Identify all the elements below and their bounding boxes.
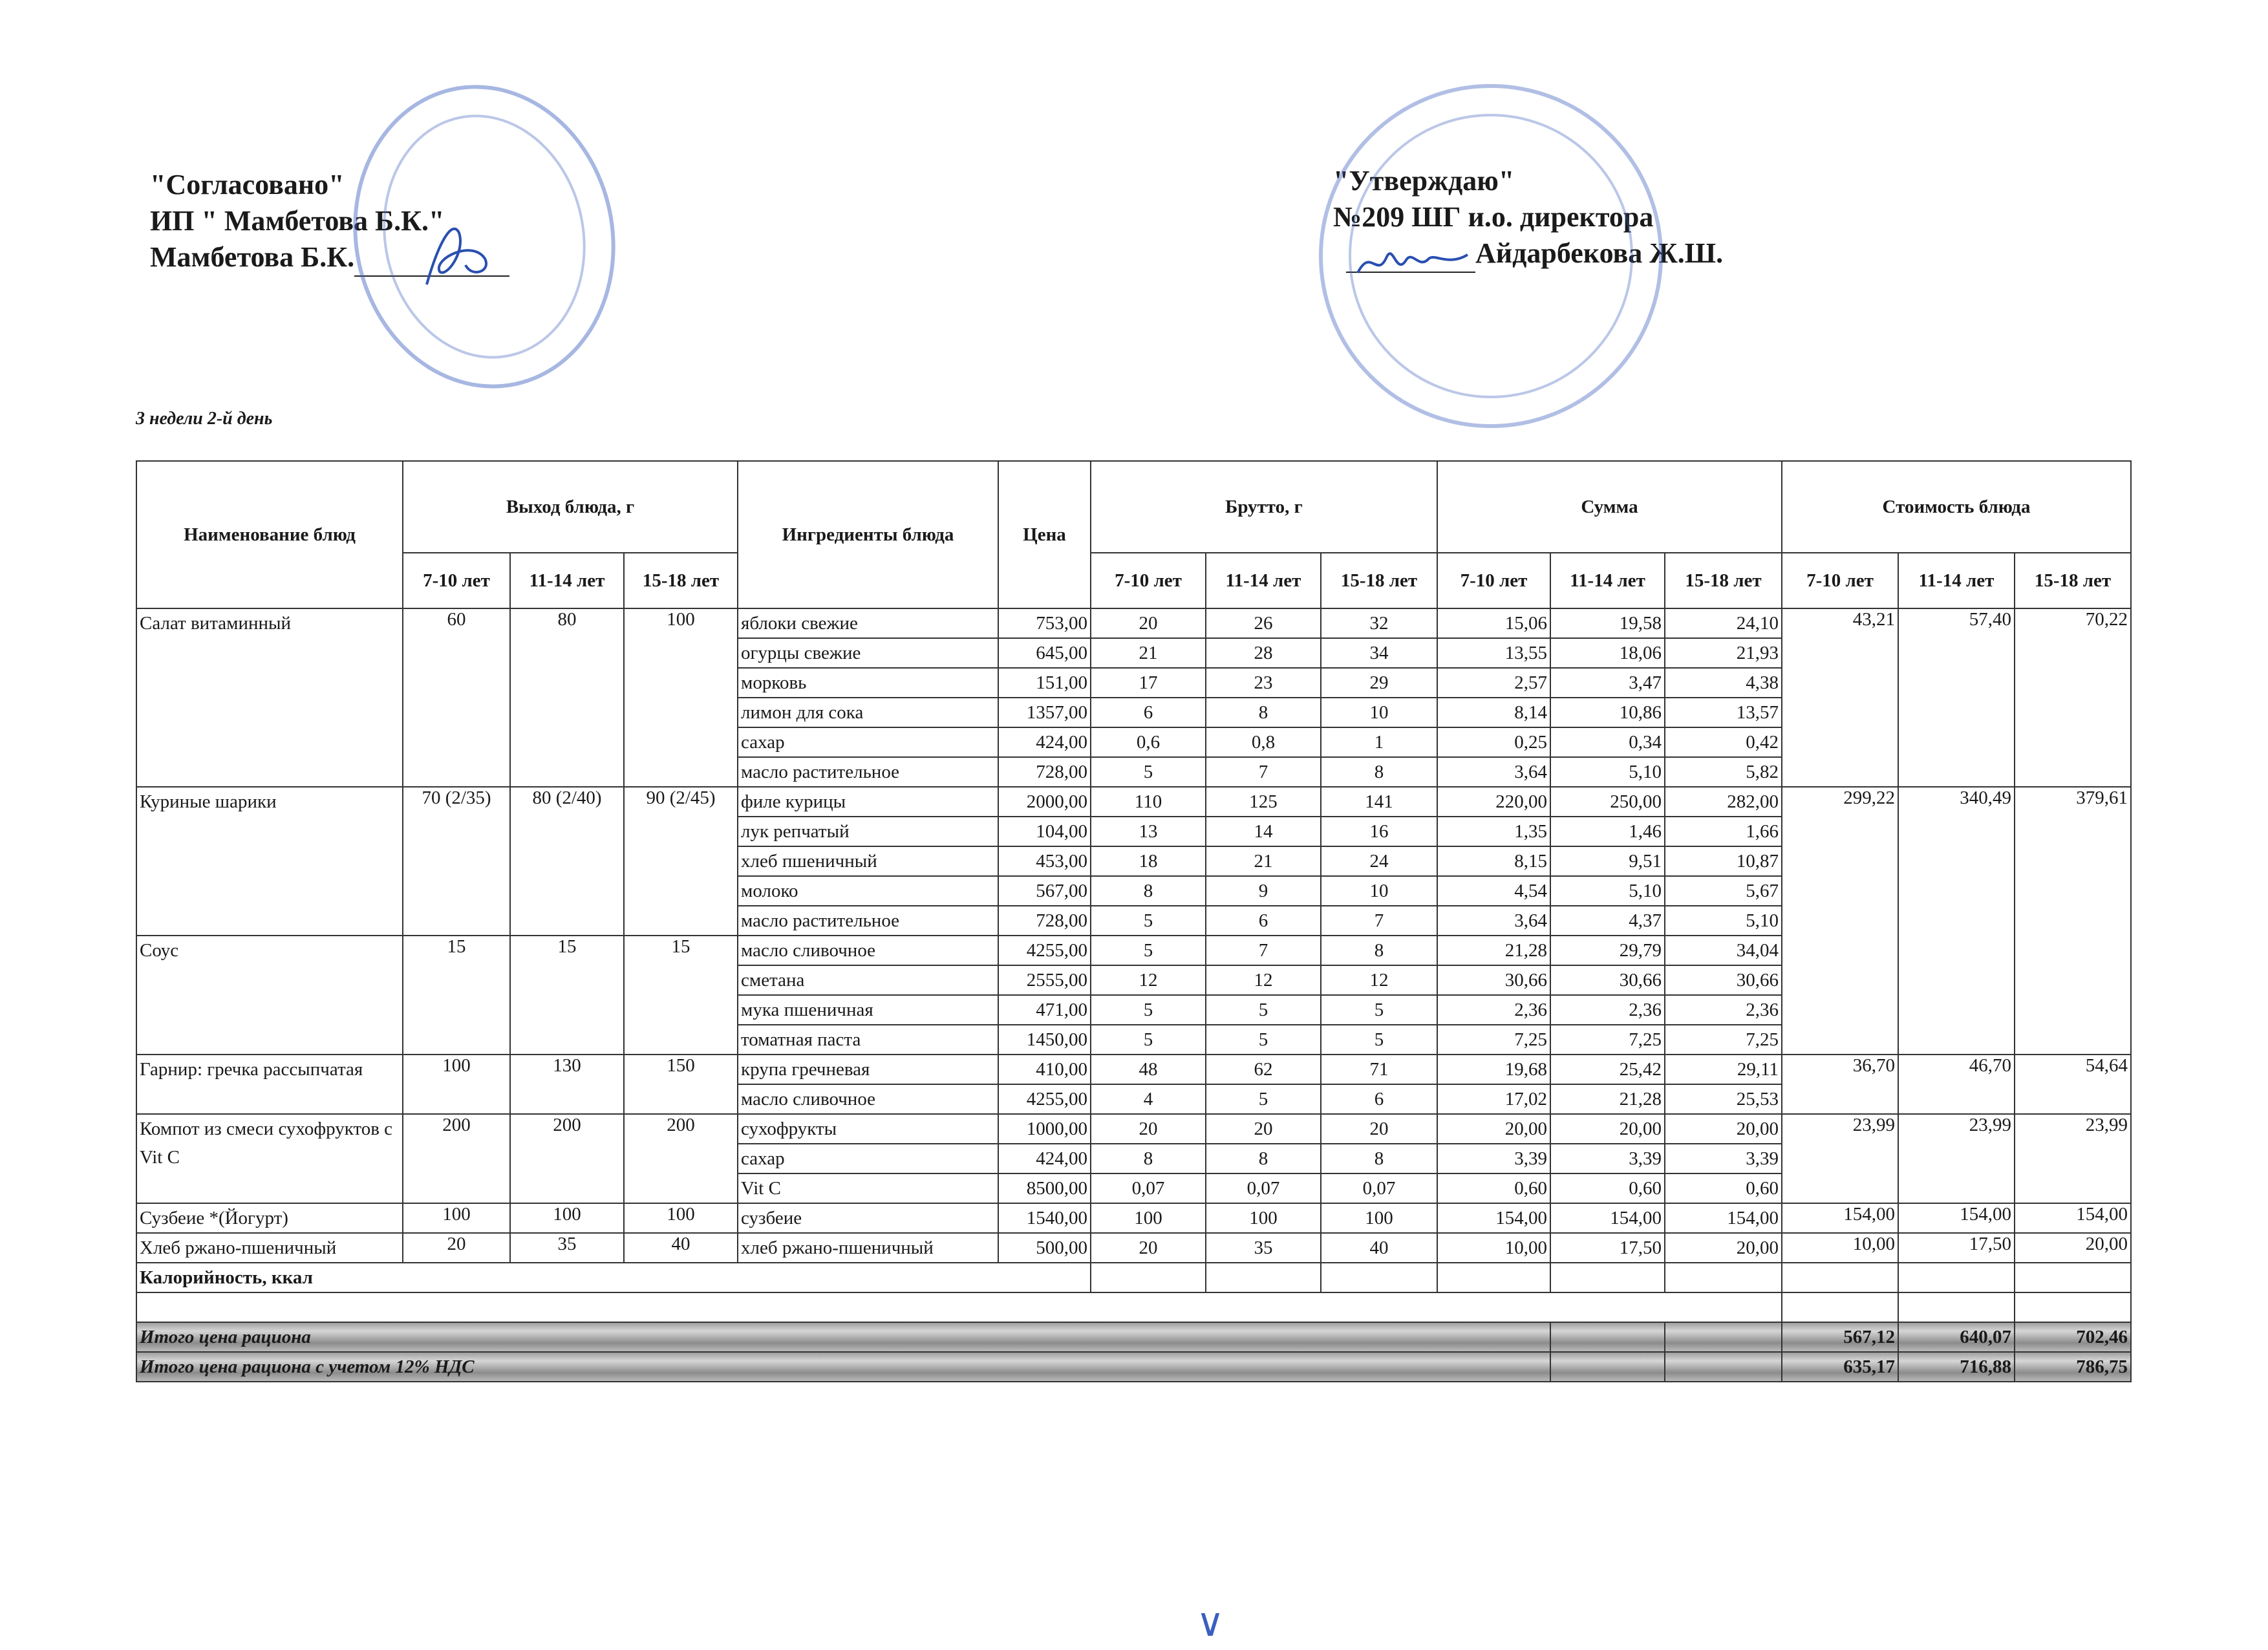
empty-cell: [1321, 1263, 1437, 1292]
empty-cell: [1206, 1263, 1321, 1292]
sum-value: 3,47: [1550, 668, 1665, 698]
ingredient-name: сахар: [738, 727, 998, 757]
brutto-value: 29: [1321, 668, 1437, 698]
sum-value: 154,00: [1437, 1203, 1550, 1233]
brutto-value: 20: [1091, 1233, 1206, 1263]
dish-yield: 200: [624, 1114, 738, 1203]
sum-value: 7,25: [1550, 1025, 1665, 1055]
brutto-value: 23: [1206, 668, 1321, 698]
age-header: 15-18 лет: [1665, 553, 1782, 608]
sum-value: 5,10: [1665, 906, 1782, 936]
sum-value: 30,66: [1550, 965, 1665, 995]
sum-value: 7,25: [1665, 1025, 1782, 1055]
brutto-value: 100: [1091, 1203, 1206, 1233]
sum-value: 1,66: [1665, 817, 1782, 846]
sum-value: 5,67: [1665, 876, 1782, 906]
sum-value: 4,54: [1437, 876, 1550, 906]
table-row: [136, 1233, 2131, 1263]
brutto-value: 48: [1091, 1055, 1206, 1084]
age-header: 7-10 лет: [403, 553, 510, 608]
sum-value: 250,00: [1550, 787, 1665, 817]
dish-cost: 36,70: [1782, 1055, 1898, 1114]
dish-yield: 35: [510, 1233, 624, 1263]
brutto-value: 8: [1091, 876, 1206, 906]
brutto-value: 21: [1206, 846, 1321, 876]
spacer-cell: [136, 1292, 1782, 1322]
sum-value: 10,87: [1665, 846, 1782, 876]
signatory-name-right: Айдарбекова Ж.Ш.: [1475, 237, 1724, 269]
sum-value: 3,39: [1550, 1144, 1665, 1173]
sum-value: 5,10: [1550, 757, 1665, 787]
ingredient-price: 1450,00: [998, 1025, 1091, 1055]
sum-value: 2,36: [1665, 995, 1782, 1025]
sum-value: 20,00: [1550, 1114, 1665, 1144]
entrepreneur-name: ИП " Мамбетова Б.К.": [150, 205, 445, 237]
ingredient-price: 728,00: [998, 757, 1091, 787]
brutto-value: 5: [1206, 1025, 1321, 1055]
agreed-label: "Согласовано": [150, 169, 345, 200]
sum-value: 0,34: [1550, 727, 1665, 757]
sum-value: 30,66: [1665, 965, 1782, 995]
dish-name: Куриные шарики: [136, 787, 403, 936]
sum-value: 4,37: [1550, 906, 1665, 936]
empty-cell: [1091, 1263, 1206, 1292]
age-header: 15-18 лет: [1321, 553, 1437, 608]
approved-label: "Утверждаю": [1333, 165, 1515, 197]
brutto-value: 20: [1091, 1114, 1206, 1144]
brutto-value: 0,07: [1206, 1173, 1321, 1203]
brutto-value: 12: [1091, 965, 1206, 995]
empty-cell: [1550, 1322, 1665, 1352]
brutto-value: 141: [1321, 787, 1437, 817]
ingredient-price: 424,00: [998, 727, 1091, 757]
empty-cell: [1437, 1263, 1550, 1292]
sum-value: 20,00: [1665, 1233, 1782, 1263]
total-label: Итого цена рациона: [136, 1322, 1550, 1352]
sum-value: 7,25: [1437, 1025, 1550, 1055]
sum-value: 20,00: [1437, 1114, 1550, 1144]
dish-yield: 100: [403, 1203, 510, 1233]
sum-value: 25,53: [1665, 1084, 1782, 1114]
brutto-value: 20: [1091, 608, 1206, 638]
sum-value: 5,10: [1550, 876, 1665, 906]
brutto-value: 34: [1321, 638, 1437, 668]
sum-value: 18,06: [1550, 638, 1665, 668]
brutto-value: 71: [1321, 1055, 1437, 1084]
dish-name: Соус: [136, 936, 403, 1055]
ingredient-name: масло растительное: [738, 757, 998, 787]
brutto-value: 0,07: [1091, 1173, 1206, 1203]
ingredient-price: 728,00: [998, 906, 1091, 936]
brutto-value: 5: [1321, 995, 1437, 1025]
col-dish-header: Наименование блюд: [136, 461, 403, 608]
sum-value: 1,35: [1437, 817, 1550, 846]
col-brutto-header: Брутто, г: [1091, 461, 1437, 553]
dish-cost: 20,00: [2015, 1233, 2131, 1263]
calories-label: Калорийность, ккал: [136, 1263, 1091, 1292]
ingredient-price: 151,00: [998, 668, 1091, 698]
dish-cost: 299,22: [1782, 787, 1898, 1055]
table-row: [136, 1055, 2131, 1084]
ingredient-price: 424,00: [998, 1144, 1091, 1173]
sum-value: 17,50: [1550, 1233, 1665, 1263]
brutto-value: 20: [1206, 1114, 1321, 1144]
age-header: 11-14 лет: [1898, 553, 2015, 608]
ingredient-name: молоко: [738, 876, 998, 906]
dish-cost: 54,64: [2015, 1055, 2131, 1114]
total-value: 640,07: [1898, 1322, 2015, 1352]
age-header: 11-14 лет: [1550, 553, 1665, 608]
brutto-value: 100: [1206, 1203, 1321, 1233]
dish-cost: 23,99: [2015, 1114, 2131, 1203]
brutto-value: 10: [1321, 698, 1437, 727]
brutto-value: 8: [1206, 1144, 1321, 1173]
ingredient-price: 1357,00: [998, 698, 1091, 727]
brutto-value: 12: [1321, 965, 1437, 995]
brutto-value: 8: [1206, 698, 1321, 727]
dish-yield: 100: [624, 1203, 738, 1233]
ingredient-name: огурцы свежие: [738, 638, 998, 668]
dish-yield: 90 (2/45): [624, 787, 738, 936]
sum-value: 220,00: [1437, 787, 1550, 817]
brutto-value: 1: [1321, 727, 1437, 757]
ingredient-name: масло растительное: [738, 906, 998, 936]
empty-cell: [1665, 1322, 1782, 1352]
brutto-value: 10: [1321, 876, 1437, 906]
dish-yield: 40: [624, 1233, 738, 1263]
ingredient-price: 4255,00: [998, 936, 1091, 965]
sum-value: 25,42: [1550, 1055, 1665, 1084]
sum-value: 30,66: [1437, 965, 1550, 995]
sum-value: 15,06: [1437, 608, 1550, 638]
dish-yield: 80: [510, 608, 624, 787]
sum-value: 34,04: [1665, 936, 1782, 965]
brutto-value: 20: [1321, 1114, 1437, 1144]
sum-value: 3,64: [1437, 757, 1550, 787]
total-vat-value: 716,88: [1898, 1352, 2015, 1382]
dish-name: Компот из смеси сухофруктов с Vit C: [136, 1114, 403, 1203]
brutto-value: 26: [1206, 608, 1321, 638]
brutto-value: 8: [1321, 1144, 1437, 1173]
dish-cost: 154,00: [2015, 1203, 2131, 1233]
brutto-value: 5: [1091, 995, 1206, 1025]
sum-value: 3,39: [1437, 1144, 1550, 1173]
ingredient-name: Vit C: [738, 1173, 998, 1203]
dish-name: Гарнир: гречка рассыпчатая: [136, 1055, 403, 1114]
brutto-value: 0,07: [1321, 1173, 1437, 1203]
sum-value: 17,02: [1437, 1084, 1550, 1114]
brutto-value: 5: [1091, 757, 1206, 787]
brutto-value: 4: [1091, 1084, 1206, 1114]
table-row: [136, 608, 2131, 638]
brutto-value: 62: [1206, 1055, 1321, 1084]
brutto-value: 7: [1206, 936, 1321, 965]
dish-cost: 154,00: [1782, 1203, 1898, 1233]
dish-yield: 80 (2/40): [510, 787, 624, 936]
sum-value: 1,46: [1550, 817, 1665, 846]
total-vat-value: 635,17: [1782, 1352, 1898, 1382]
col-cost-header: Стоимость блюда: [1782, 461, 2131, 553]
ingredient-price: 753,00: [998, 608, 1091, 638]
empty-cell: [1665, 1352, 1782, 1382]
dish-yield: 60: [403, 608, 510, 787]
ingredient-price: 410,00: [998, 1055, 1091, 1084]
empty-cell: [1550, 1263, 1665, 1292]
dish-name: Сузбеие *(Йогурт): [136, 1203, 403, 1233]
ingredient-name: мука пшеничная: [738, 995, 998, 1025]
ingredient-name: морковь: [738, 668, 998, 698]
ingredient-price: 8500,00: [998, 1173, 1091, 1203]
brutto-value: 21: [1091, 638, 1206, 668]
sum-value: 19,58: [1550, 608, 1665, 638]
brutto-value: 5: [1091, 1025, 1206, 1055]
brutto-value: 35: [1206, 1233, 1321, 1263]
ingredient-price: 4255,00: [998, 1084, 1091, 1114]
dish-cost: 70,22: [2015, 608, 2131, 787]
check-mark-icon: ∨: [1196, 1602, 1225, 1644]
brutto-value: 6: [1321, 1084, 1437, 1114]
dish-yield: 100: [510, 1203, 624, 1233]
brutto-value: 28: [1206, 638, 1321, 668]
dish-yield: 130: [510, 1055, 624, 1114]
dish-cost: 57,40: [1898, 608, 2015, 787]
brutto-value: 8: [1091, 1144, 1206, 1173]
sum-value: 10,86: [1550, 698, 1665, 727]
brutto-value: 7: [1321, 906, 1437, 936]
week-day-label: 3 недели 2-й день: [136, 409, 273, 429]
menu-cost-table: [136, 460, 2132, 1382]
dish-cost: 23,99: [1782, 1114, 1898, 1203]
sum-value: 21,93: [1665, 638, 1782, 668]
sum-value: 9,51: [1550, 846, 1665, 876]
ingredient-price: 645,00: [998, 638, 1091, 668]
signature-left: [414, 213, 504, 297]
sum-value: 0,60: [1550, 1173, 1665, 1203]
ingredient-name: сметана: [738, 965, 998, 995]
ingredient-price: 471,00: [998, 995, 1091, 1025]
ingredient-name: хлеб ржано-пшеничный: [738, 1233, 998, 1263]
sum-value: 10,00: [1437, 1233, 1550, 1263]
brutto-value: 13: [1091, 817, 1206, 846]
sum-value: 2,36: [1437, 995, 1550, 1025]
total-vat-label: Итого цена рациона с учетом 12% НДС: [136, 1352, 1550, 1382]
sum-value: 4,38: [1665, 668, 1782, 698]
ingredient-name: масло сливочное: [738, 936, 998, 965]
brutto-value: 18: [1091, 846, 1206, 876]
brutto-value: 5: [1091, 906, 1206, 936]
dish-cost: 43,21: [1782, 608, 1898, 787]
sum-value: 19,68: [1437, 1055, 1550, 1084]
dish-cost: 10,00: [1782, 1233, 1898, 1263]
brutto-value: 5: [1206, 1084, 1321, 1114]
sum-value: 29,79: [1550, 936, 1665, 965]
age-header: 15-18 лет: [624, 553, 738, 608]
brutto-value: 24: [1321, 846, 1437, 876]
brutto-value: 125: [1206, 787, 1321, 817]
brutto-value: 100: [1321, 1203, 1437, 1233]
sum-value: 0,25: [1437, 727, 1550, 757]
brutto-value: 8: [1321, 757, 1437, 787]
ingredient-price: 2000,00: [998, 787, 1091, 817]
signature-right: [1351, 241, 1474, 286]
ingredient-name: масло сливочное: [738, 1084, 998, 1114]
ingredient-name: крупа гречневая: [738, 1055, 998, 1084]
empty-cell: [2015, 1263, 2131, 1292]
ingredient-price: 104,00: [998, 817, 1091, 846]
brutto-value: 9: [1206, 876, 1321, 906]
signatory-name-left: Мамбетова Б.К.: [150, 241, 355, 273]
dish-cost: 23,99: [1898, 1114, 2015, 1203]
sum-value: 29,11: [1665, 1055, 1782, 1084]
age-header: 11-14 лет: [1206, 553, 1321, 608]
col-yield-header: Выход блюда, г: [403, 461, 738, 553]
sum-value: 13,57: [1665, 698, 1782, 727]
total-value: 567,12: [1782, 1322, 1898, 1352]
brutto-value: 6: [1206, 906, 1321, 936]
brutto-value: 16: [1321, 817, 1437, 846]
brutto-value: 5: [1091, 936, 1206, 965]
sum-value: 8,15: [1437, 846, 1550, 876]
dish-cost: 154,00: [1898, 1203, 2015, 1233]
sum-value: 21,28: [1437, 936, 1550, 965]
table-row: [136, 787, 2131, 817]
dish-name: Салат витаминный: [136, 608, 403, 787]
brutto-value: 7: [1206, 757, 1321, 787]
dish-cost: 46,70: [1898, 1055, 2015, 1114]
sum-value: 0,60: [1437, 1173, 1550, 1203]
age-header: 7-10 лет: [1437, 553, 1550, 608]
ingredient-price: 453,00: [998, 846, 1091, 876]
sum-value: 2,57: [1437, 668, 1550, 698]
age-header: 7-10 лет: [1091, 553, 1206, 608]
brutto-value: 110: [1091, 787, 1206, 817]
sum-value: 0,60: [1665, 1173, 1782, 1203]
dish-yield: 100: [624, 608, 738, 787]
empty-cell: [1550, 1352, 1665, 1382]
sum-value: 24,10: [1665, 608, 1782, 638]
dish-yield: 70 (2/35): [403, 787, 510, 936]
dish-yield: 15: [624, 936, 738, 1055]
ingredient-name: хлеб пшеничный: [738, 846, 998, 876]
brutto-value: 17: [1091, 668, 1206, 698]
sum-value: 0,42: [1665, 727, 1782, 757]
empty-cell: [1782, 1292, 1898, 1322]
sum-value: 13,55: [1437, 638, 1550, 668]
sum-value: 3,64: [1437, 906, 1550, 936]
sum-value: 8,14: [1437, 698, 1550, 727]
table-row: [136, 1114, 2131, 1144]
age-header: 7-10 лет: [1782, 553, 1898, 608]
ingredient-price: 567,00: [998, 876, 1091, 906]
sum-value: 154,00: [1550, 1203, 1665, 1233]
empty-cell: [1782, 1263, 1898, 1292]
total-vat-value: 786,75: [2015, 1352, 2131, 1382]
sum-value: 5,82: [1665, 757, 1782, 787]
sum-value: 21,28: [1550, 1084, 1665, 1114]
table-footer: [136, 1263, 2131, 1382]
col-ingredients-header: Ингредиенты блюда: [738, 461, 998, 608]
ingredient-price: 500,00: [998, 1233, 1091, 1263]
brutto-value: 12: [1206, 965, 1321, 995]
ingredient-name: филе курицы: [738, 787, 998, 817]
dish-cost: 340,49: [1898, 787, 2015, 1055]
table-row: [136, 1203, 2131, 1233]
dish-yield: 20: [403, 1233, 510, 1263]
director-title: №209 ШГ и.о. директора: [1333, 201, 1654, 233]
sum-value: 20,00: [1665, 1114, 1782, 1144]
total-value: 702,46: [2015, 1322, 2131, 1352]
dish-yield: 200: [403, 1114, 510, 1203]
brutto-value: 5: [1321, 1025, 1437, 1055]
ingredient-price: 2555,00: [998, 965, 1091, 995]
table-header: [136, 461, 2131, 608]
dish-yield: 15: [510, 936, 624, 1055]
brutto-value: 40: [1321, 1233, 1437, 1263]
brutto-value: 0,8: [1206, 727, 1321, 757]
brutto-value: 0,6: [1091, 727, 1206, 757]
empty-cell: [1898, 1263, 2015, 1292]
dish-cost: 379,61: [2015, 787, 2131, 1055]
ingredient-name: лимон для сока: [738, 698, 998, 727]
age-header: 15-18 лет: [2015, 553, 2131, 608]
empty-cell: [1898, 1292, 2015, 1322]
empty-cell: [1665, 1263, 1782, 1292]
dish-yield: 200: [510, 1114, 624, 1203]
brutto-value: 6: [1091, 698, 1206, 727]
brutto-value: 32: [1321, 608, 1437, 638]
sum-value: 3,39: [1665, 1144, 1782, 1173]
dish-name: Хлеб ржано-пшеничный: [136, 1233, 403, 1263]
dish-cost: 17,50: [1898, 1233, 2015, 1263]
ingredient-price: 1000,00: [998, 1114, 1091, 1144]
col-price-header: Цена: [998, 461, 1091, 608]
ingredient-name: сузбеие: [738, 1203, 998, 1233]
sum-value: 2,36: [1550, 995, 1665, 1025]
table-body: [136, 608, 2131, 1263]
dish-yield: 150: [624, 1055, 738, 1114]
age-header: 11-14 лет: [510, 553, 624, 608]
ingredient-price: 1540,00: [998, 1203, 1091, 1233]
empty-cell: [2015, 1292, 2131, 1322]
col-sum-header: Сумма: [1437, 461, 1782, 553]
sum-value: 154,00: [1665, 1203, 1782, 1233]
sum-value: 282,00: [1665, 787, 1782, 817]
dish-yield: 100: [403, 1055, 510, 1114]
ingredient-name: лук репчатый: [738, 817, 998, 846]
ingredient-name: сахар: [738, 1144, 998, 1173]
ingredient-name: томатная паста: [738, 1025, 998, 1055]
dish-yield: 15: [403, 936, 510, 1055]
ingredient-name: яблоки свежие: [738, 608, 998, 638]
brutto-value: 5: [1206, 995, 1321, 1025]
ingredient-name: сухофрукты: [738, 1114, 998, 1144]
brutto-value: 8: [1321, 936, 1437, 965]
brutto-value: 14: [1206, 817, 1321, 846]
